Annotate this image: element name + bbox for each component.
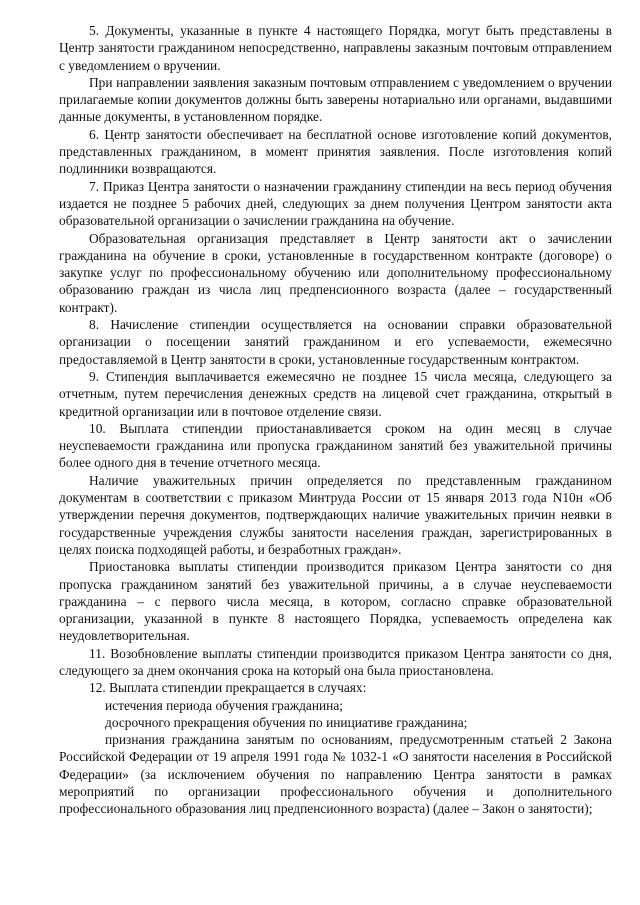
paragraph-5: 5. Документы, указанные в пункте 4 настоящего Порядка, могут быть представлены в Центр занятости гражданином непосредственно, направлены заказным почтовым отправлением с уведомлением о вручении. — [59, 23, 612, 73]
list-item-expiry: истечения периода обучения гражданина; — [105, 697, 343, 713]
list-item-early-termination: досрочного прекращения обучения по инициативе гражданина; — [105, 714, 468, 730]
paragraph-7: 7. Приказ Центра занятости о назначении гражданину стипендии на весь период обучения издается не позднее 5 рабочих дней, следующих за днем получения Центром занятости акта образовательной организации о зачислении гражданина на обучение. — [59, 178, 612, 229]
paragraph-11: 11. Возобновление выплаты стипендии производится приказом Центра занятости со дня, следующего за днем окончания срока на который она была приостановлена. — [59, 645, 612, 678]
paragraph-12: 12. Выплата стипендии прекращается в случаях: — [89, 680, 367, 696]
paragraph-5-mail: При направлении заявления заказным почтовым отправлением с уведомлением о вручении прилагаемые копии документов должны быть заверены нотариально или органами, выдавшими данные документы, в установленном порядке. — [59, 74, 612, 125]
paragraph-10-suspension: Приостановка выплаты стипендии производится приказом Центра занятости со дня пропуска гражданином занятий без уважительной причины, а в случае неуспеваемости гражданина – с первого числа месяца, в котором, согласно справке образовательной организации, указанной в пункте 8 настоящего Порядка, успеваемость определена как неудовлетворительная. — [59, 559, 612, 644]
document-page — [59, 22, 612, 818]
paragraph-10: 10. Выплата стипендии приостанавливается сроком на один месяц в случае неуспеваемости гражданина или пропуска гражданином занятий без уважительной причины более одного дня в течение отчетного месяца. — [59, 420, 612, 471]
list-item-employment: признания гражданина занятым по основаниям, предусмотренным статьей 2 Закона Российской Федерации от 19 апреля 1991 года № 1032-1 «О занятости населения в Российской Федерации» (за исключением обучения по направлению Центра занятости в рамках мероприятий по организации профессионального обучения и дополнительного профессионального образования лиц предпенсионного возраста) (далее – Закон о занятости); — [59, 732, 612, 817]
paragraph-9: 9. Стипендия выплачивается ежемесячно не позднее 15 числа месяца, следующего за отчетным, путем перечисления денежных средств на лицевой счет гражданина, открытый в кредитной организации или в почтовое отделение связи. — [59, 368, 612, 419]
paragraph-8: 8. Начисление стипендии осуществляется на основании справки образовательной организации о посещении занятий гражданином и его успеваемости, ежемесячно предоставляемой в Центр занятости в сроки, установленные государственным контрактом. — [59, 317, 612, 367]
paragraph-10-reasons: Наличие уважительных причин определяется по представленным гражданином документам в соответствии с приказом Минтруда России от 15 января 2013 года N10н «Об утверждении перечня документов, подтверждающих наличие уважительных причин неявки в государственные учреждения службы занятости населения граждан, зарегистрированных в целях поиска подходящей работы, и безработных граждан». — [59, 472, 612, 557]
paragraph-7-act: Образовательная организация представляет в Центр занятости акт о зачислении гражданина на обучение в сроки, установленные в государственном контракте (договоре) о закупке услуг по профессиональному обучению или дополнительному профессиональному образованию граждан из числа лиц предпенсионного возраста (далее – государственный контракт). — [59, 230, 612, 315]
paragraph-6: 6. Центр занятости обеспечивает на бесплатной основе изготовление копий документов, представленных гражданином, в момент принятия заявления. После изготовления копий подлинники возвращаются. — [59, 126, 612, 177]
